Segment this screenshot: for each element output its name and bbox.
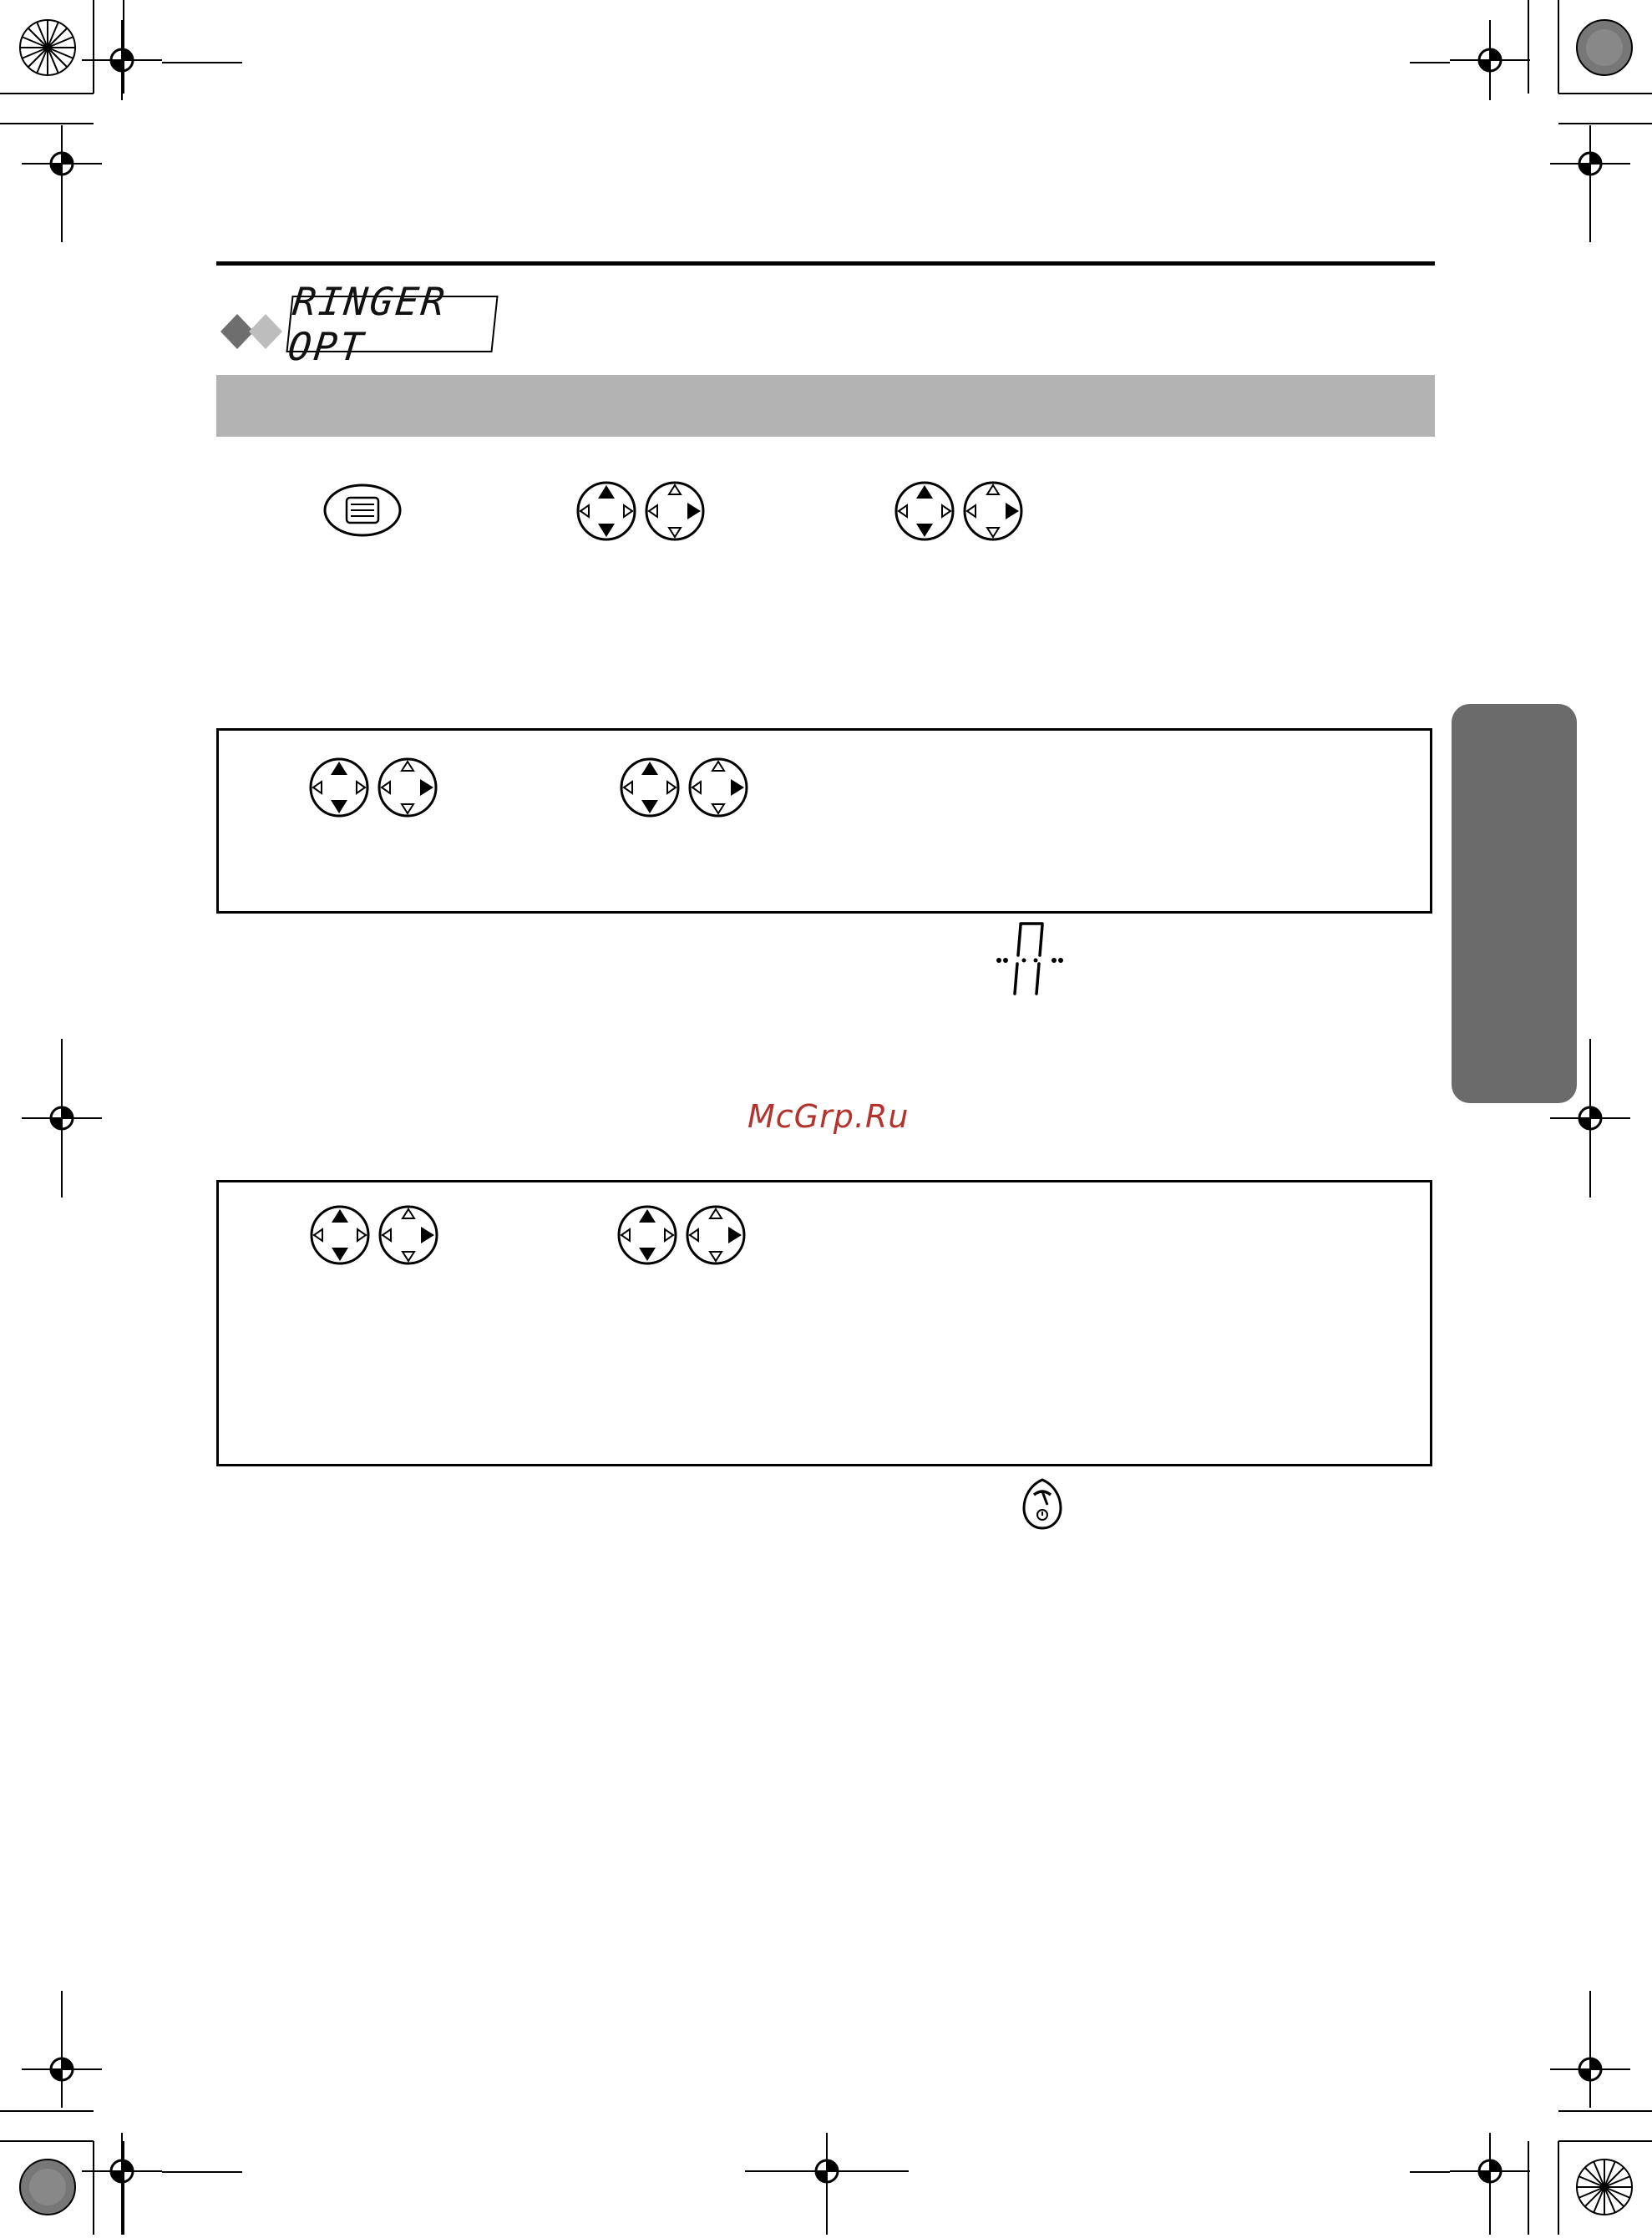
registration-mark-icon	[1550, 1991, 1630, 2108]
header-rule	[216, 261, 1435, 266]
registration-mark-icon	[1450, 20, 1530, 100]
crop-line	[162, 62, 242, 63]
color-target-icon	[18, 2158, 77, 2216]
registration-mark-icon	[22, 125, 102, 242]
lcd-display-label	[286, 279, 498, 369]
registration-mark-icon	[22, 1039, 102, 1197]
navigator-right-icon	[644, 480, 706, 542]
registration-mark-icon	[745, 2133, 909, 2235]
crop-line	[1410, 62, 1450, 63]
color-target-icon	[1575, 2158, 1634, 2216]
navigator-up-down-icon	[308, 757, 370, 818]
navigator-right-icon	[962, 480, 1024, 542]
diamond-bullet-icon	[219, 311, 286, 352]
registration-mark-icon	[22, 1991, 102, 2108]
navigator-right-icon	[687, 757, 749, 818]
color-target-icon	[18, 18, 77, 77]
off-button-icon	[1021, 1476, 1064, 1532]
navigator-up-down-icon	[309, 1204, 371, 1266]
watermark-text: McGrp.Ru	[747, 1098, 910, 1135]
navigator-up-down-icon	[616, 1204, 678, 1266]
side-index-tab	[1452, 704, 1577, 1103]
lcd-display-text: RINGER OPT	[286, 279, 449, 369]
section-band	[216, 375, 1435, 437]
navigator-up-down-icon	[575, 480, 637, 542]
navigator-right-icon	[685, 1204, 747, 1266]
navigator-up-down-icon	[619, 757, 681, 818]
crop-line	[162, 2171, 242, 2173]
registration-mark-icon	[1450, 2133, 1530, 2235]
registration-mark-icon	[1550, 125, 1630, 242]
seven-segment-digit-icon	[994, 919, 1066, 999]
navigator-up-down-icon	[894, 480, 955, 542]
menu-button-icon	[322, 483, 403, 538]
registration-mark-icon	[82, 2133, 162, 2235]
navigator-right-icon	[378, 1204, 439, 1266]
crop-line	[1410, 2171, 1450, 2173]
registration-mark-icon	[82, 20, 162, 100]
color-target-icon	[1575, 18, 1634, 77]
navigator-right-icon	[377, 757, 438, 818]
